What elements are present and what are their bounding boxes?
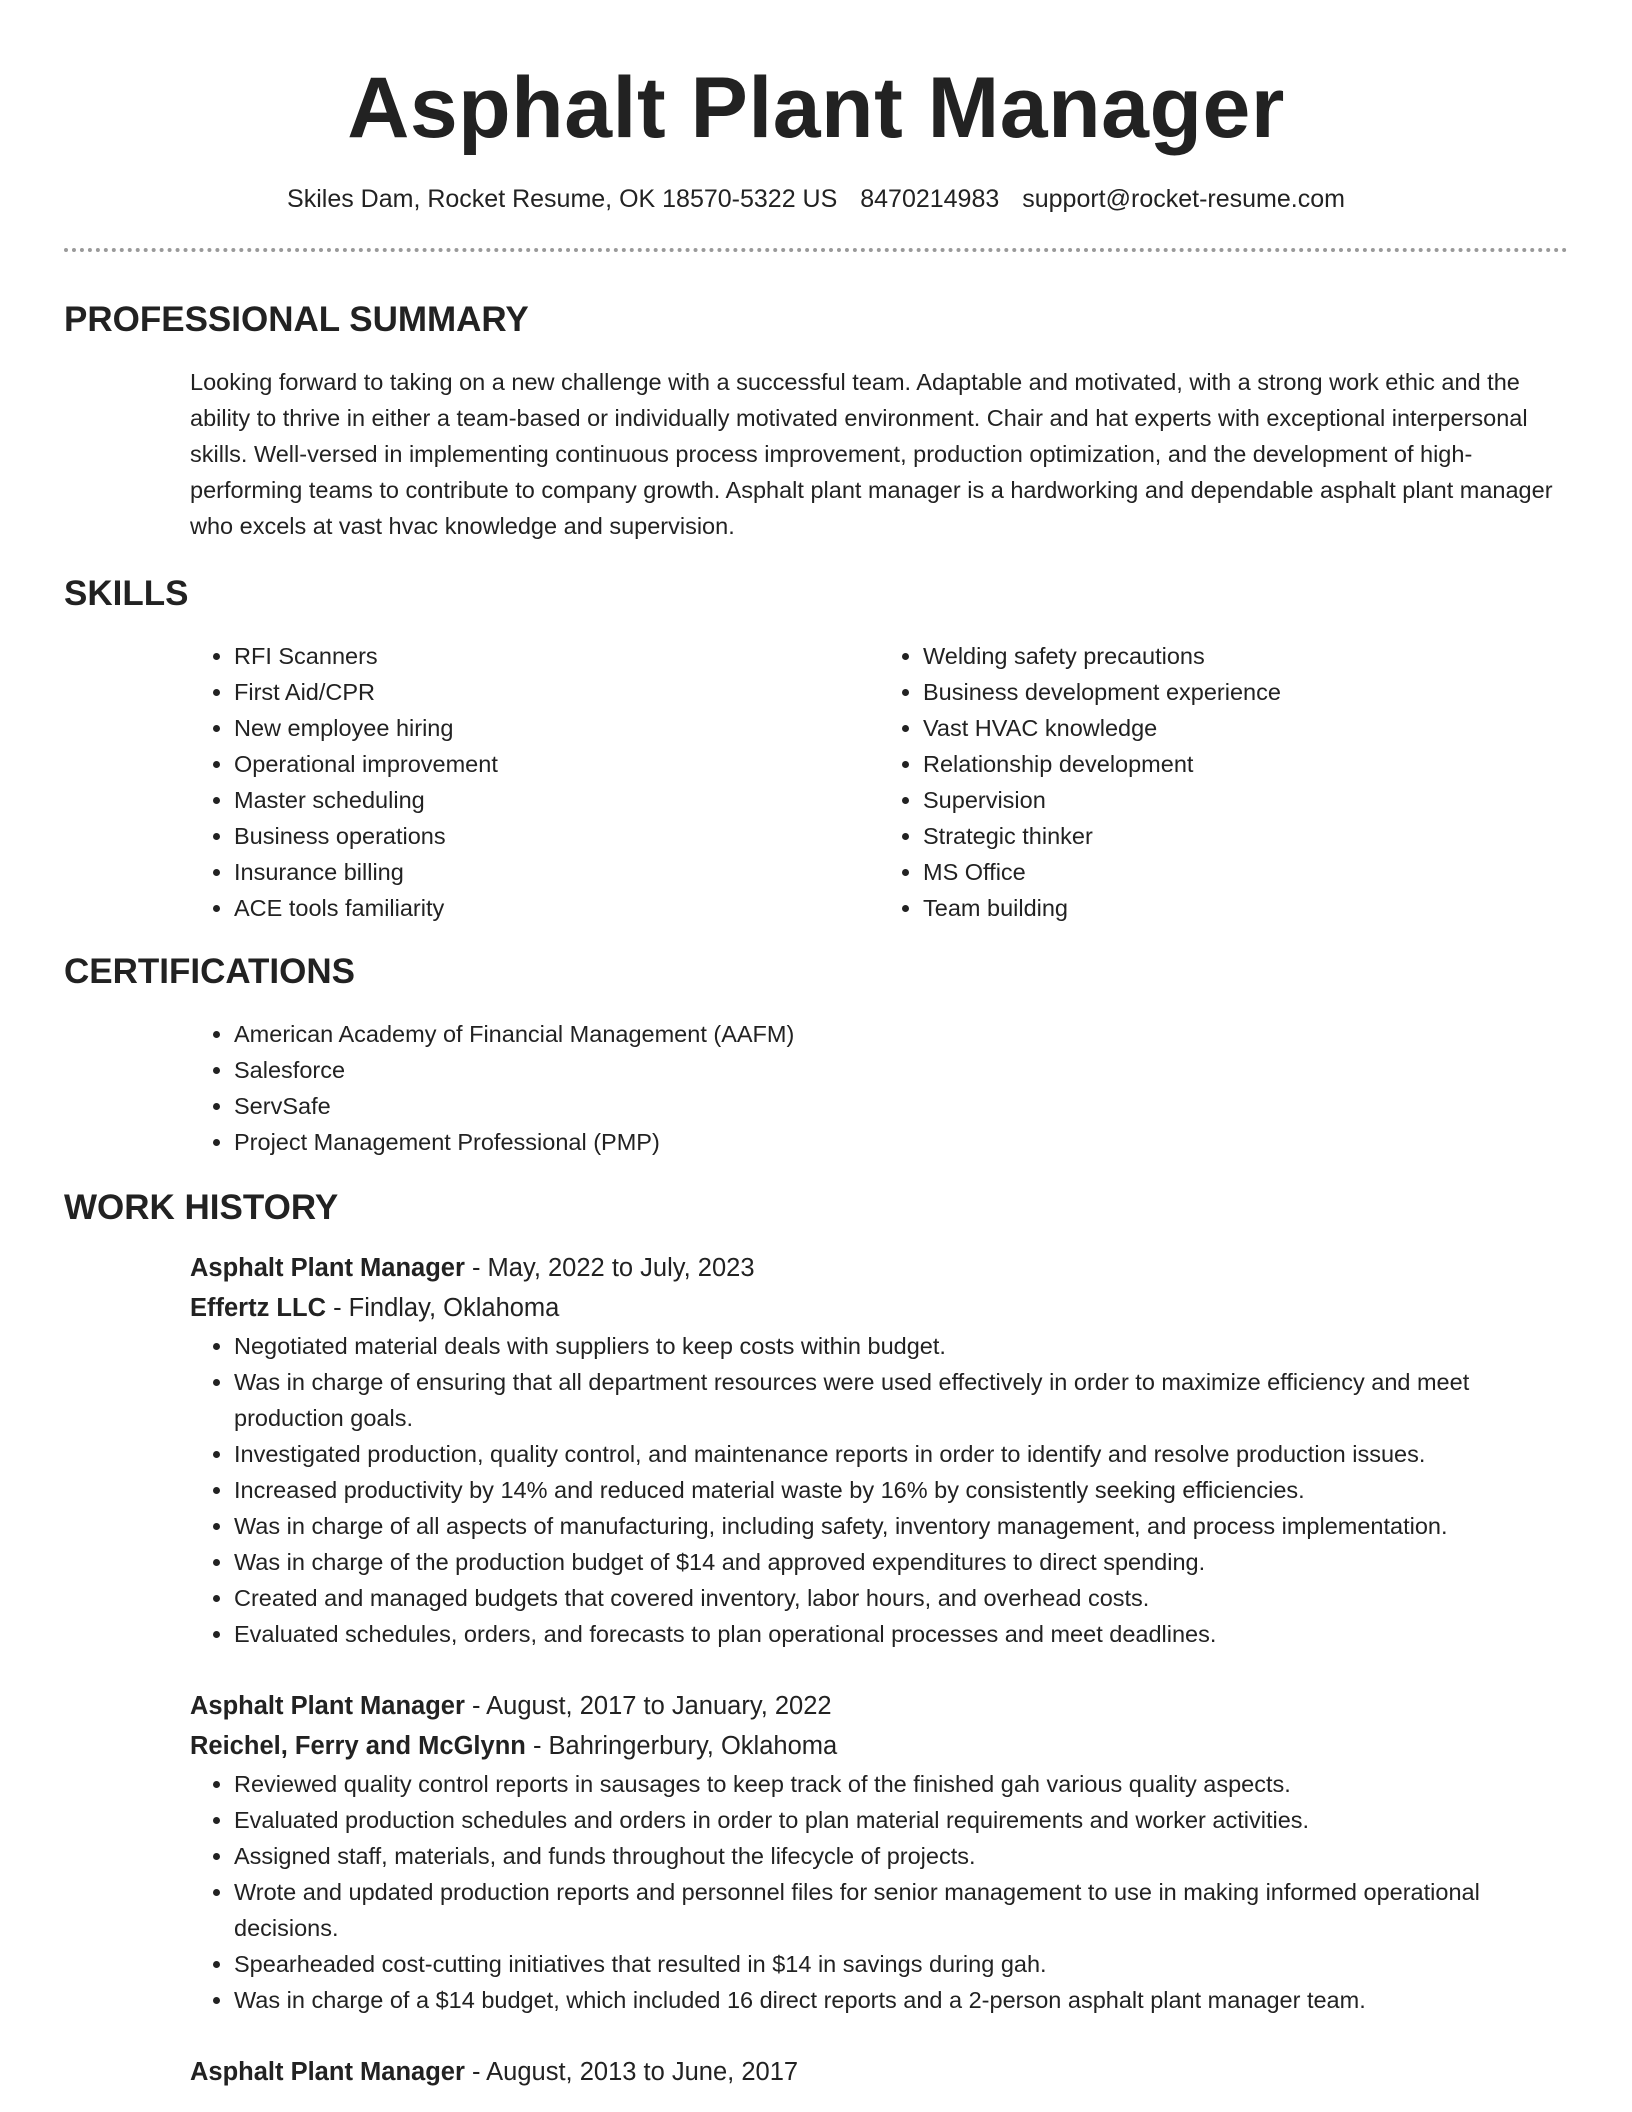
job-location: - Findlay, Oklahoma — [326, 1294, 560, 1322]
job-bullet: • Negotiated material deals with suppliers to keep costs within budget. — [234, 1328, 1568, 1364]
skill-item: • Welding safety precautions — [923, 638, 1568, 674]
certifications-heading: CERTIFICATIONS — [64, 952, 356, 991]
resume-name: Asphalt Plant Manager — [347, 60, 1285, 156]
certifications-bullets — [190, 1016, 1568, 1160]
skill-item: • Relationship development — [923, 746, 1568, 782]
skills-right-column — [879, 638, 1568, 926]
job-bullet: • Spearheaded cost-cutting initiatives that resulted in $14 in savings during gah. — [234, 1946, 1568, 1982]
job-role: Asphalt Plant Manager — [190, 2058, 465, 2086]
job-bullet: • Investigated production, quality control, and maintenance reports in order to identify and resolve production issues. — [234, 1436, 1568, 1472]
skills-grid — [190, 638, 1568, 926]
skill-item: • ACE tools familiarity — [234, 890, 879, 926]
contact-phone: 8470214983 — [860, 185, 1000, 213]
job-bullet: • Increased productivity by 14% and reduced material waste by 16% by consistently seeking efficiencies. — [234, 1472, 1568, 1508]
skill-item: • Master scheduling — [234, 782, 879, 818]
skills-left-column — [190, 638, 879, 926]
job-company-line — [190, 1288, 1568, 1328]
summary-text: Looking forward to taking on a new challenge with a successful team. Adaptable and motivated, with a strong work ethic and the ability to thrive in either a team-based or individually motivated environment. Chair and hat experts with exceptional interpersonal skills. Well-versed in implementing continuous process improvement, production optimization, and the development of high-performing teams to contribute to company growth. Asphalt plant manager is a hardworking and dependable asphalt plant manager who excels at vast hvac knowledge and supervision. — [190, 369, 1553, 539]
job-company: Reichel, Ferry and McGlynn — [190, 1732, 526, 1760]
certification-item: • Salesforce — [234, 1052, 1568, 1088]
job-title-line — [190, 1248, 1568, 1288]
job-bullet: • Evaluated schedules, orders, and forecasts to plan operational processes and meet deadlines. — [234, 1616, 1568, 1652]
job-company: Effertz LLC — [190, 1294, 326, 1322]
job-bullets — [190, 1328, 1568, 1652]
job-entry — [190, 1686, 1568, 2018]
job-bullet: • Created and managed budgets that covered inventory, labor hours, and overhead costs. — [234, 1580, 1568, 1616]
skill-item: • RFI Scanners — [234, 638, 879, 674]
skill-item: • Strategic thinker — [923, 818, 1568, 854]
skill-item: • Insurance billing — [234, 854, 879, 890]
skill-item: • Vast HVAC knowledge — [923, 710, 1568, 746]
skill-item: • Business development experience — [923, 674, 1568, 710]
job-title-line — [190, 1686, 1568, 1726]
contact-address: Skiles Dam, Rocket Resume, OK 18570-5322 US — [287, 185, 838, 213]
job-bullet: • Wrote and updated production reports and personnel files for senior management to use in making informed operational decisions. — [234, 1874, 1568, 1946]
job-bullets — [190, 1766, 1568, 2018]
contact-email: support@rocket-resume.com — [1022, 185, 1345, 213]
job-company-line — [190, 1726, 1568, 1766]
skills-heading: SKILLS — [64, 574, 189, 613]
contact-line — [64, 182, 1568, 216]
skill-item: • First Aid/CPR — [234, 674, 879, 710]
header-divider — [64, 248, 1568, 252]
skill-item: • Business operations — [234, 818, 879, 854]
job-bullet: • Was in charge of all aspects of manufacturing, including safety, inventory management, and process implementation. — [234, 1508, 1568, 1544]
job-bullet: • Was in charge of a $14 budget, which included 16 direct reports and a 2-person asphalt plant manager team. — [234, 1982, 1568, 2018]
certification-item: • Project Management Professional (PMP) — [234, 1124, 1568, 1160]
job-title-line — [190, 2052, 1568, 2092]
job-bullet: • Was in charge of ensuring that all department resources were used effectively in order to maximize efficiency and meet production goals. — [234, 1364, 1568, 1436]
job-entry — [190, 2052, 1568, 2092]
skill-item: • Supervision — [923, 782, 1568, 818]
certifications-list — [190, 1016, 1568, 1160]
work-history-heading: WORK HISTORY — [64, 1188, 339, 1227]
job-bullet: • Evaluated production schedules and orders in order to plan material requirements and worker activities. — [234, 1802, 1568, 1838]
job-bullet: • Was in charge of the production budget of $14 and approved expenditures to direct spending. — [234, 1544, 1568, 1580]
job-role: Asphalt Plant Manager — [190, 1692, 465, 1720]
resume-page — [64, 0, 1568, 2092]
certification-item: • American Academy of Financial Management (AAFM) — [234, 1016, 1568, 1052]
certification-item: • ServSafe — [234, 1088, 1568, 1124]
job-entry — [190, 1248, 1568, 1652]
skill-item: • Operational improvement — [234, 746, 879, 782]
job-dates: - August, 2017 to January, 2022 — [464, 1692, 832, 1720]
job-bullet: • Reviewed quality control reports in sausages to keep track of the finished gah various quality aspects. — [234, 1766, 1568, 1802]
job-role: Asphalt Plant Manager — [190, 1254, 465, 1282]
job-dates: - May, 2022 to July, 2023 — [464, 1254, 755, 1282]
skill-item: • MS Office — [923, 854, 1568, 890]
skill-item: • New employee hiring — [234, 710, 879, 746]
skill-item: • Team building — [923, 890, 1568, 926]
job-dates: - August, 2013 to June, 2017 — [464, 2058, 799, 2086]
job-bullet: • Assigned staff, materials, and funds throughout the lifecycle of projects. — [234, 1838, 1568, 1874]
job-location: - Bahringerbury, Oklahoma — [525, 1732, 838, 1760]
summary-heading: PROFESSIONAL SUMMARY — [64, 300, 529, 339]
